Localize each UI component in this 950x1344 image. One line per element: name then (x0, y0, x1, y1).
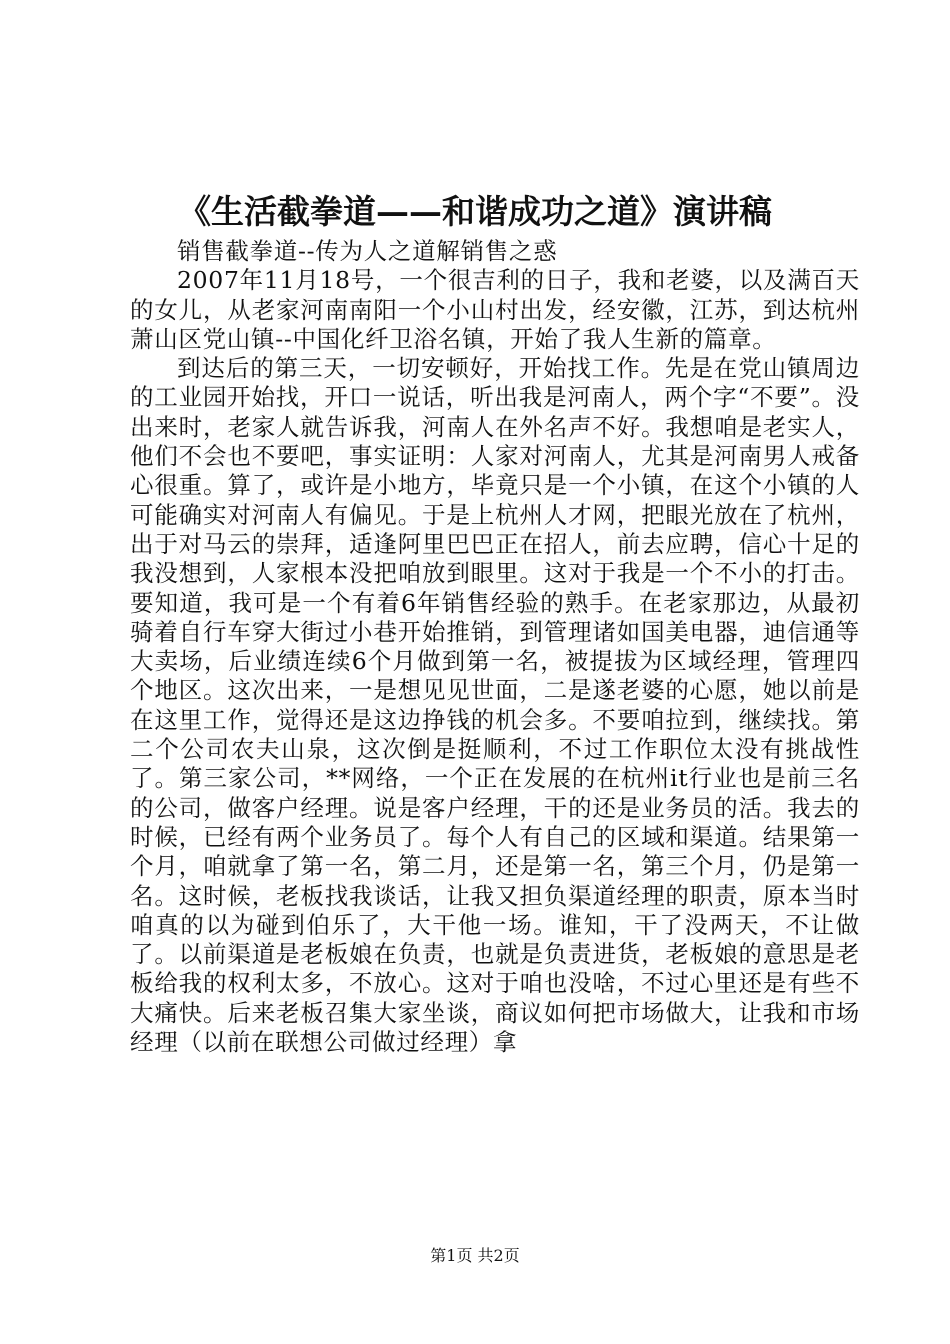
paragraph-subtitle: 销售截拳道--传为人之道解销售之惑 (177, 237, 558, 265)
document-title: 《生活截拳道——和谐成功之道》演讲稿 (178, 192, 772, 231)
page-footer: 第1页 共2页 (430, 1246, 520, 1265)
paragraph-job-search: 到达后的第三天，一切安顿好，开始找工作。先是在党山镇周边的工业园开始找，开口一说话，听出我是河南人，两个字“不要”。没出来时，老家人就告诉我，河南人在外名声不好。我想咱是老实人，他们不会也不要吧，事实证明：人家对河南人，尤其是河南男人戒备心很重。算了，或许是小地方，毕竟只是一个小镇，在这个小镇的人可能确实对河南人有偏见。于是上杭州人才网，把眼光放在了杭州，出于对马云的崇拜，适逢阿里巴巴正在招人，前去应聘，信心十足的我没想到，人家根本没把咱放到眼里。这对于我是一个不小的打击。要知道，我可是一个有着6年销售经验的熟手。在老家那边，从最初骑着自行车穿大街过小巷开始推销，到管理诸如国美电器，迪信通等大卖场，后业绩连续6个月做到第一名，被提拔为区域经理，管理四个地区。这次出来，一是想见见世面，二是遂老婆的心愿，她以前是在这里工作，觉得还是这边挣钱的机会多。不要咱拉到，继续找。第二个公司农夫山泉，这次倒是挺顺利，不过工作职位太没有挑战性了。第三家公司，**网络，一个正在发展的在杭州it行业也是前三名的公司，做客户经理。说是客户经理，干的还是业务员的活。我去的时候，已经有两个业务员了。每个人有自己的区域和渠道。结果第一个月，咱就拿了第一名，第二月，还是第一名，第三个月，仍是第一名。这时候，老板找我谈话，让我又担负渠道经理的职责，原本当时咱真的以为碰到伯乐了，大干他一场。谁知，干了没两天，不让做了。以前渠道是老板娘在负责，也就是负责进货，老板娘的意思是老板给我的权利太多，不放心。这对于咱也没啥，不过心里还是有些不大痛快。后来老板召集大家坐谈，商议如何把市场做大，让我和市场经理（以前在联想公司做过经理）拿 (130, 354, 860, 1057)
document-body (130, 237, 860, 1057)
paragraph-arrival: 2007年11月18号，一个很吉利的日子，我和老婆，以及满百天的女儿，从老家河南南阳一个小山村出发，经安徽，江苏，到达杭州萧山区党山镇--中国化纤卫浴名镇，开始了我人生新的篇章。 (130, 266, 860, 353)
